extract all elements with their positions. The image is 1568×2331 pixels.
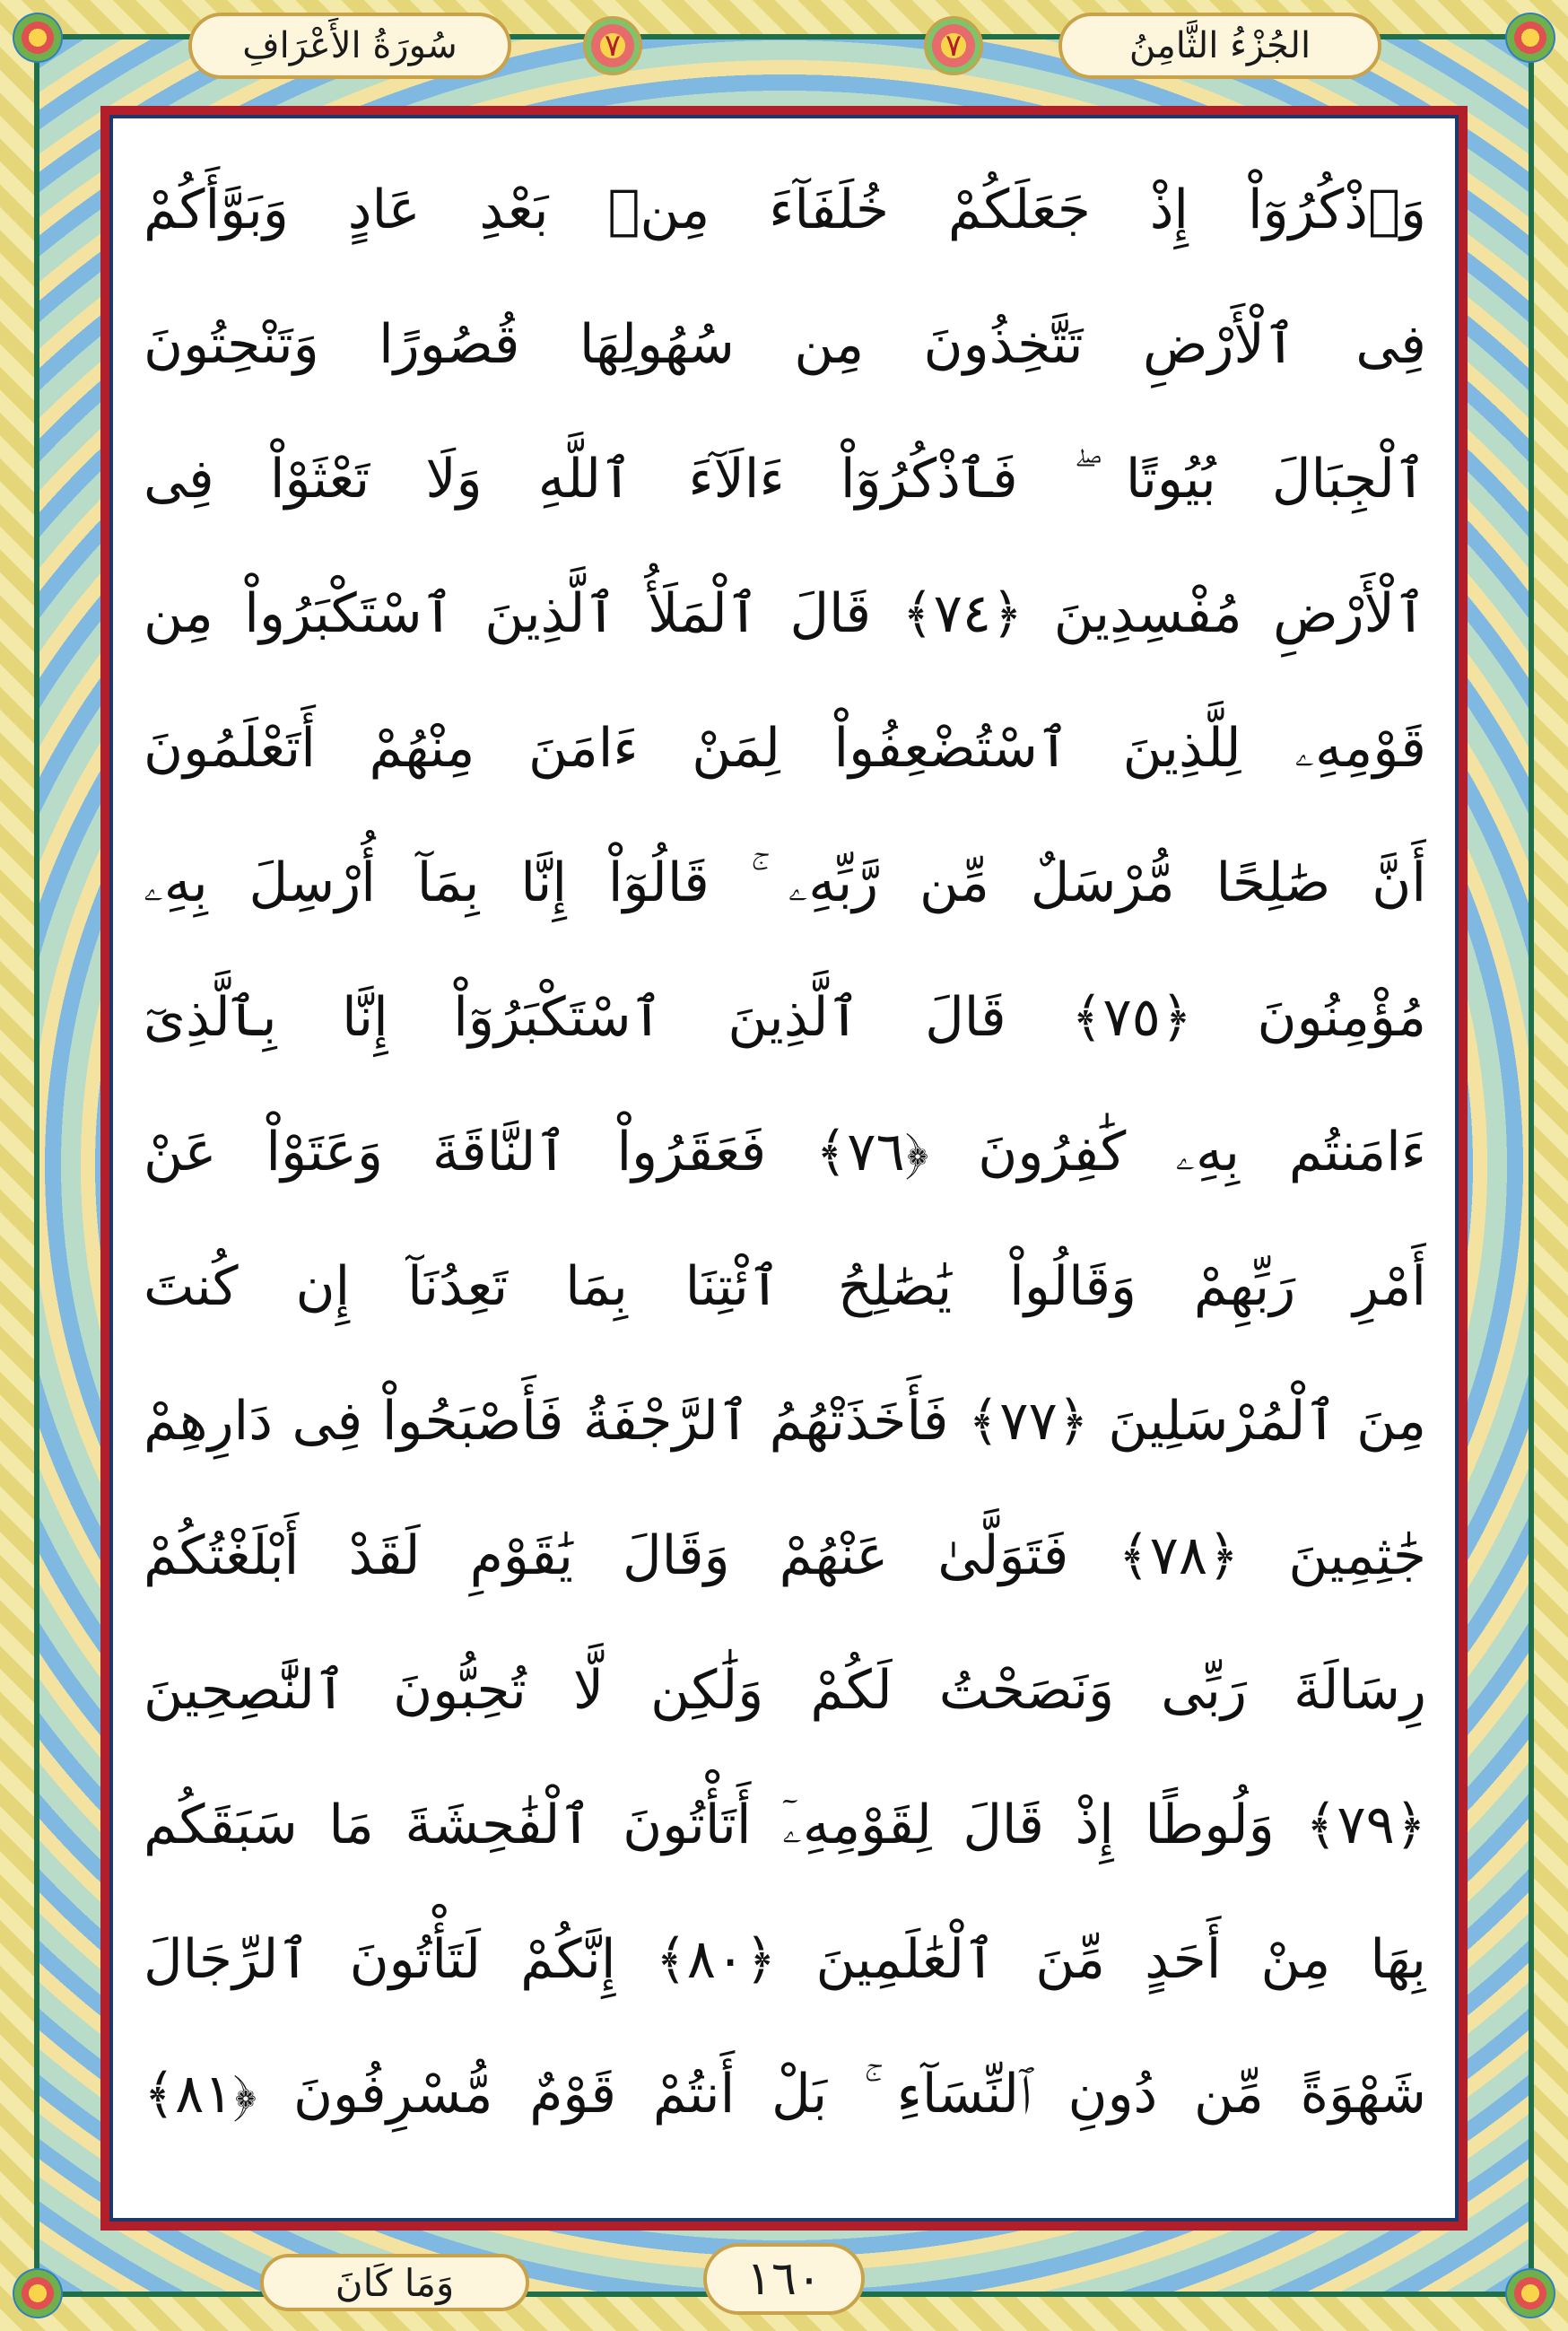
text-line-4: ٱلْأَرْضِ مُفْسِدِينَ ﴿٧٤﴾ قَالَ ٱلْمَلَأُ ٱلَّذِينَ ٱسْتَكْبَرُواْ مِن [144,582,1426,645]
corner-ornament-top-left [13,13,63,63]
text-line-8: ءَامَنتُم بِهِۦ كَٰفِرُونَ ﴿٧٦﴾ فَعَقَرُواْ ٱلنَّاقَةَ وَعَتَوْاْ عَنْ [144,1121,1426,1183]
juz-name: الجُزْءُ الثَّامِنُ [1128,25,1311,66]
text-line-13: ﴿٧٩﴾ وَلُوطًا إِذْ قَالَ لِقَوْمِهِۦٓ أَتَأْتُونَ ٱلْفَٰحِشَةَ مَا سَبَقَكُم [144,1794,1426,1856]
text-line-3: ٱلْجِبَالَ بُيُوتًا ۖ فَٱذْكُرُوٓاْ ءَالَآءَ ٱللَّهِ وَلَا تَعْثَوْاْ فِى [144,448,1426,511]
hizb-marker-right-text: ٧ [945,28,963,64]
text-line-15: شَهْوَةً مِّن دُونِ ٱلنِّسَآءِ ۚ بَلْ أَنتُمْ قَوْمٌ مُّسْرِفُونَ ﴿٨١﴾ [144,2063,1426,2126]
page-number-text: ١٦٠ [746,2252,822,2306]
text-line-11: جَٰثِمِينَ ﴿٧٨﴾ فَتَوَلَّىٰ عَنْهُمْ وَقَالَ يَٰقَوْمِ لَقَدْ أَبْلَغْتُكُمْ [144,1524,1426,1587]
surah-name: سُورَةُ الأَعْرَافِ [242,25,457,66]
page-number [703,2243,865,2315]
text-line-6: أَنَّ صَٰلِحًا مُّرْسَلٌ مِّن رَّبِّهِۦ ۚ قَالُوٓاْ إِنَّا بِمَآ أُرْسِلَ بِهِۦ [144,851,1426,914]
text-line-1: وَٱذْكُرُوٓاْ إِذْ جَعَلَكُمْ خُلَفَآءَ مِنۢ بَعْدِ عَادٍ وَبَوَّأَكُمْ [144,179,1426,241]
hizb-marker-right [924,16,983,75]
text-line-9: أَمْرِ رَبِّهِمْ وَقَالُواْ يَٰصَٰلِحُ ٱئْتِنَا بِمَا تَعِدُنَآ إِن كُنتَ [144,1255,1426,1318]
text-line-10: مِنَ ٱلْمُرْسَلِينَ ﴿٧٧﴾ فَأَخَذَتْهُمُ ٱلرَّجْفَةُ فَأَصْبَحُواْ فِى دَارِهِمْ [144,1390,1426,1453]
text-line-14: بِهَا مِنْ أَحَدٍ مِّنَ ٱلْعَٰلَمِينَ ﴿٨٠﴾ إِنَّكُمْ لَتَأْتُونَ ٱلرِّجَالَ [144,1928,1426,1991]
text-line-12: رِسَالَةَ رَبِّى وَنَصَحْتُ لَكُمْ وَلَٰكِن لَّا تُحِبُّونَ ٱلنَّٰصِحِينَ [144,1659,1426,1722]
juz-name-plaque [1058,13,1381,79]
surah-name-plaque [188,13,511,79]
catchword-plaque [260,2254,529,2311]
hizb-marker-left [583,16,642,75]
quran-text-block [144,153,1426,2180]
text-line-2: فِى ٱلْأَرْضِ تَتَّخِذُونَ مِن سُهُولِهَا قُصُورًا وَتَنْحِتُونَ [144,313,1426,376]
text-line-7: مُؤْمِنُونَ ﴿٧٥﴾ قَالَ ٱلَّذِينَ ٱسْتَكْبَرُوٓاْ إِنَّا بِٱلَّذِىٓ [144,986,1426,1049]
corner-ornament-bottom-left [13,2268,63,2318]
corner-ornament-bottom-right [1505,2268,1555,2318]
hizb-marker-left-text: ٧ [604,28,622,64]
corner-ornament-top-right [1505,13,1555,63]
text-line-5: قَوْمِهِۦ لِلَّذِينَ ٱسْتُضْعِفُواْ لِمَنْ ءَامَنَ مِنْهُمْ أَتَعْلَمُونَ [144,717,1426,780]
catchword: وَمَا كَانَ [335,2260,455,2305]
